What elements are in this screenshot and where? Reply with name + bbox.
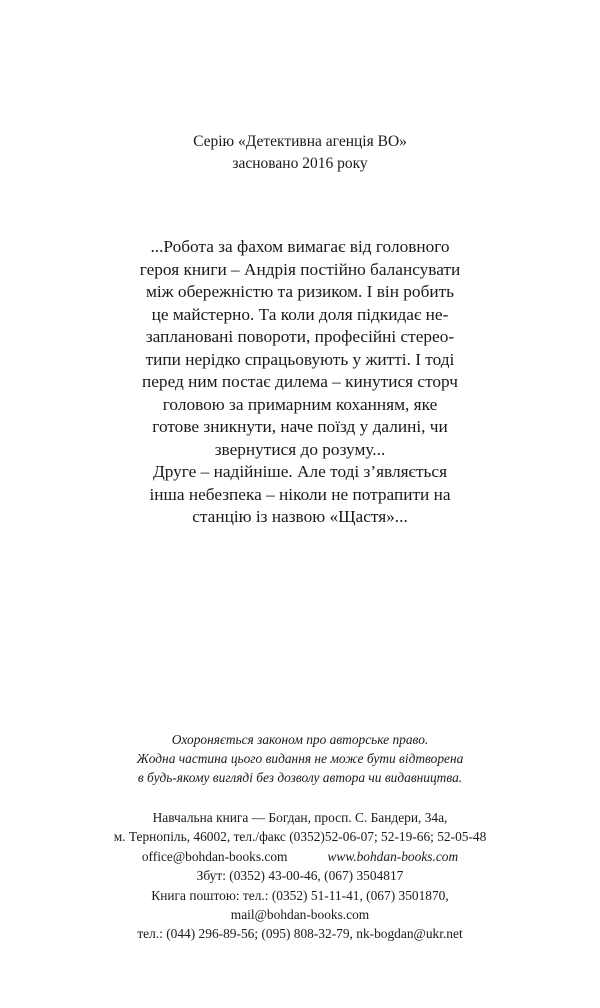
- copyright-line: в будь-якому вигляді без дозволу автора чи видавництва.: [137, 770, 463, 785]
- annotation-line: між обережністю та ризиком. І він робить: [145, 282, 455, 301]
- publisher-email[interactable]: office@bohdan-books.com: [141, 848, 288, 864]
- copyright-line: Жодна частина цього видання не може бути відтворена: [136, 751, 464, 766]
- publisher-contacts-row: [0, 847, 600, 866]
- annotation-line: звернутися до розуму...: [214, 439, 386, 459]
- copyright-line: Охороняється законом про авторське право.: [171, 732, 429, 747]
- annotation-line: станцію із назвою «Щастя»...: [192, 507, 408, 526]
- annotation-line: перед ним постає дилема – кинутися сторч: [142, 372, 458, 391]
- copyright-notice: [0, 730, 600, 787]
- series-note: [0, 131, 600, 175]
- series-line: Серію «Детективна агенція ВО»: [193, 133, 407, 150]
- publisher-address-line: Навчальна книга — Богдан, просп. С. Бандери, 34а,: [152, 810, 448, 825]
- annotation-line: героя книги – Андрія постійно балансувати: [139, 259, 461, 279]
- annotation-line: Друге – надійніше. Але тоді з’являється: [152, 462, 448, 481]
- publisher-website[interactable]: www.bohdan-books.com: [327, 848, 459, 864]
- publisher-address-line: м. Тернопіль, 46002, тел./факс (0352)52-06-07; 52-19-66; 52-05-48: [113, 829, 487, 845]
- annotation-line: типи нерідко спрацьовують у житті. І тоді: [145, 349, 455, 369]
- mail-order-email[interactable]: mail@bohdan-books.com: [230, 907, 370, 923]
- annotation-line: заплановані повороти, професійні стерео-: [145, 327, 455, 346]
- annotation-line: це майстерно. Та коли доля підкидає не-: [151, 304, 449, 324]
- book-annotation: [0, 236, 600, 529]
- annotation-line: інша небезпека – ніколи не потрапити на: [149, 484, 451, 504]
- annotation-line: готове зникнути, наче поїзд у далині, чи: [152, 417, 448, 436]
- annotation-line: ...Робота за фахом вимагає від головного: [150, 237, 450, 256]
- mail-order-phones: Книга поштою: тел.: (0352) 51-11-41, (067) 3501870,: [151, 887, 449, 903]
- annotation-line: головою за примарним коханням, яке: [162, 394, 438, 414]
- series-line: засновано 2016 року: [232, 155, 368, 172]
- sales-phones: Збут: (0352) 43-00-46, (067) 3504817: [196, 868, 404, 884]
- publisher-info: [0, 808, 600, 944]
- kyiv-phones: тел.: (044) 296-89-56; (095) 808-32-79, nk-bogdan@ukr.net: [137, 926, 463, 942]
